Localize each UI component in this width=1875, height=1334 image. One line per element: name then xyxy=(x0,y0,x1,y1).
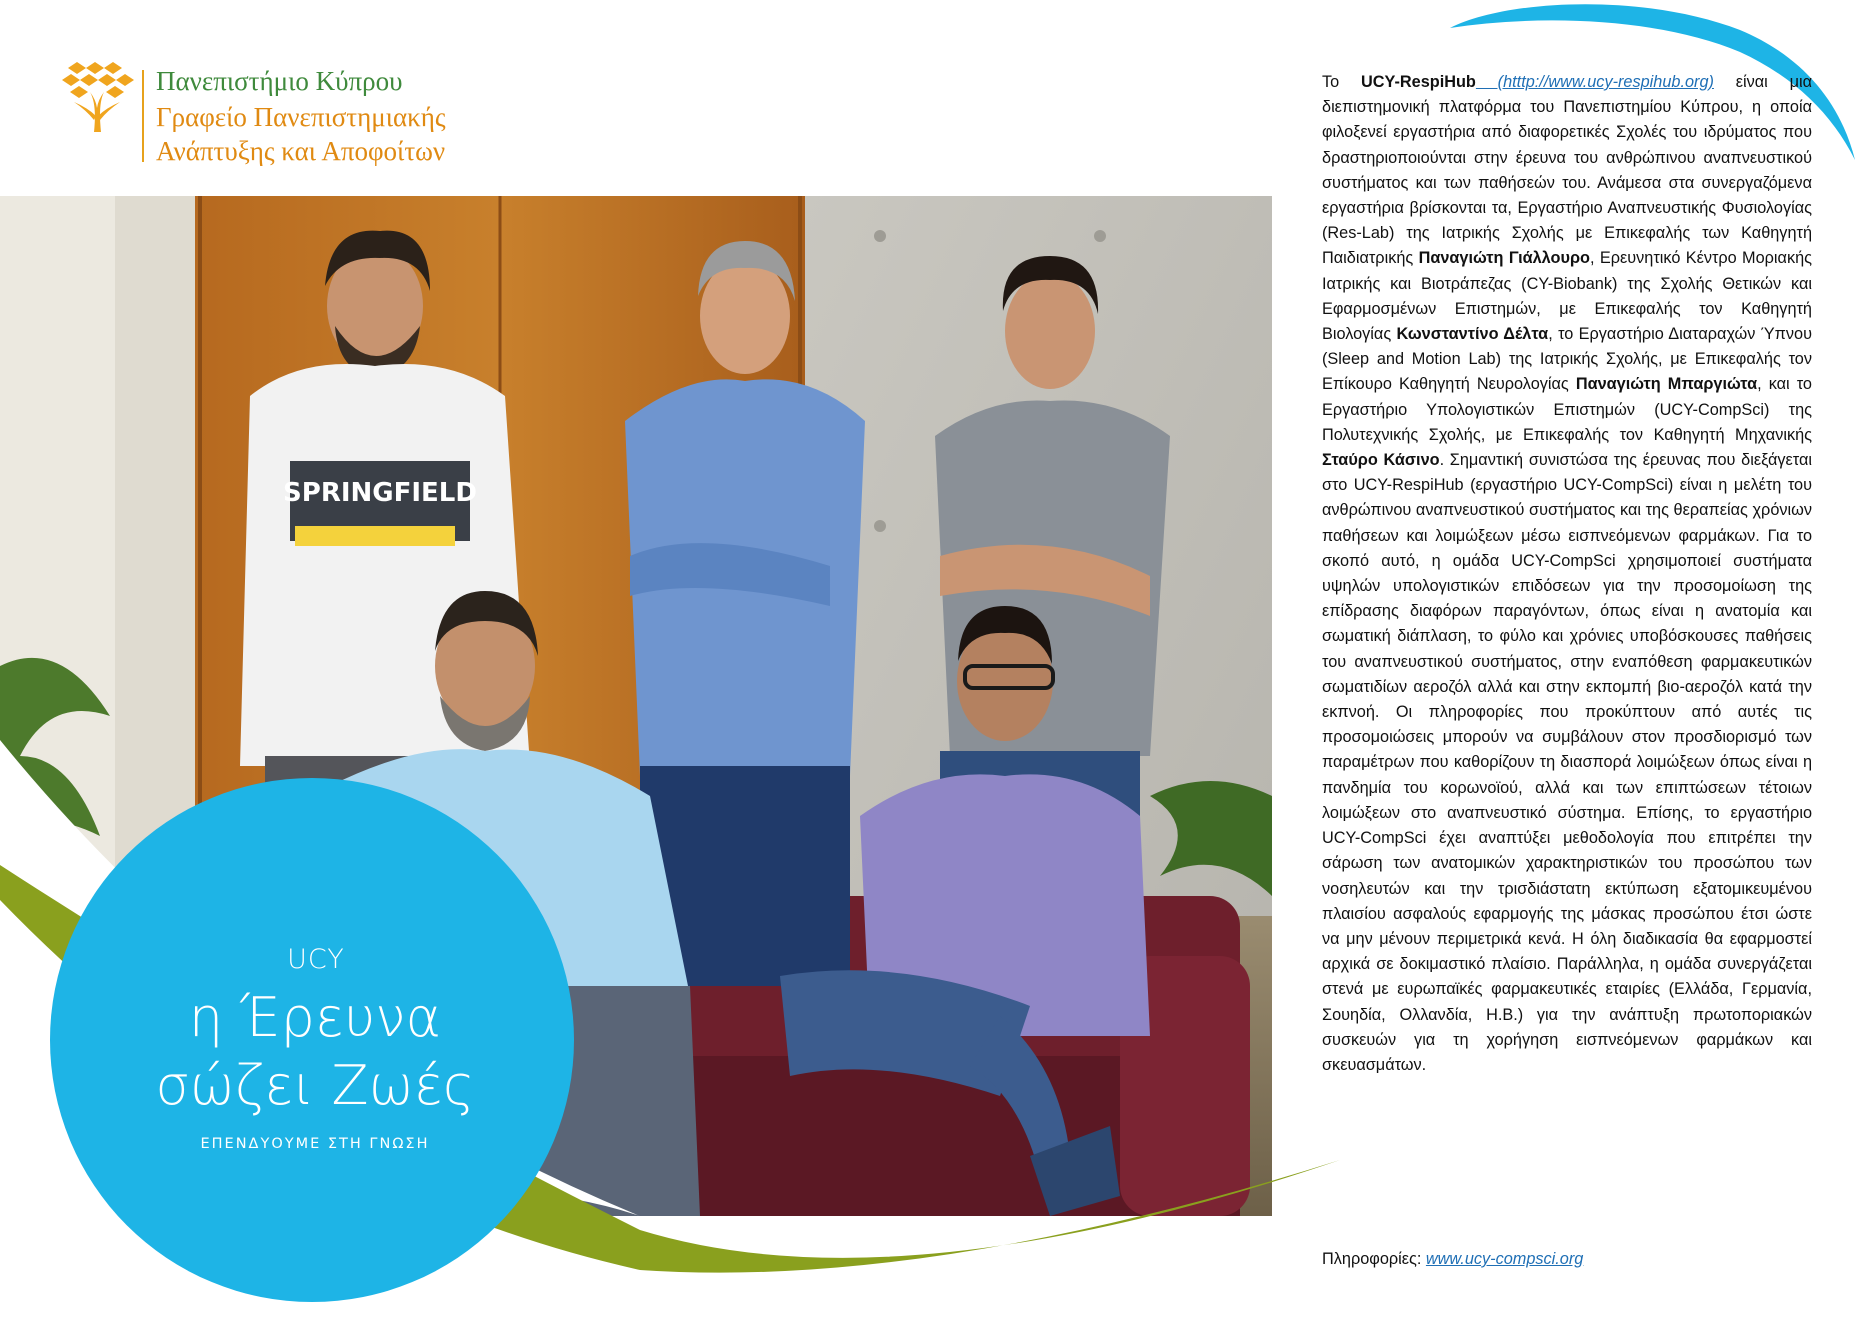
article-text-b: , Ερευνητικό Κέντρο Μοριακής Ιατρικής και Βιοτράπεζας (CY-Biobank) της Σχολής Θετικών και Εφαρμοσμένων Επιστημών, με Επικεφαλής τον Καθηγητή Βιολογίας xyxy=(1322,249,1812,344)
respihub-link[interactable]: (htttp://www.ucy-respihub.org) xyxy=(1475,73,1714,91)
badge-headline-line1: η Έρευνα xyxy=(188,986,442,1049)
badge-ucy-label: UCY xyxy=(287,944,345,975)
compsci-link[interactable]: www.ucy-compsci.org xyxy=(1425,1250,1584,1268)
article-paragraph xyxy=(1322,70,1812,1078)
article-intro-text: Το xyxy=(1322,73,1361,91)
logo-office-name-line1: Γραφείο Πανεπιστημιακής xyxy=(156,102,446,132)
person-name-bargiotas: Παναγιώτη Μπαργιώτα xyxy=(1575,375,1758,394)
person-name-kassinos: Σταύρο Κάσινο xyxy=(1322,451,1440,470)
logo-office-name-line2: Ανάπτυξης και Αποφοίτων xyxy=(156,136,446,166)
person-name-giallouros: Παναγιώτη Γιάλλουρο xyxy=(1418,249,1590,268)
respihub-name: UCY-RespiHub xyxy=(1361,73,1476,91)
logo-university-name: Πανεπιστήμιο Κύπρου xyxy=(156,66,403,96)
info-label: Πληροφορίες: xyxy=(1322,1250,1426,1268)
article-text-d: , και το Εργαστήριο Υπολογιστικών Επιστημών (UCY-CompSci) της Πολυτεχνικής Σχολής, με Επικεφαλής τον Καθηγητή Μηχανικής xyxy=(1322,375,1812,444)
badge-headline-line2: σώζει Ζωές xyxy=(155,1054,475,1117)
article-text-e: . Σημαντική συνιστώσα της έρευνας που διεξάγεται στο UCY-RespiHub (εργαστήριο UCY-CompSci) είναι η μελέτη του ανθρώπινου αναπνευστικού συστήματος και της θεραπείας χρόνιων παθήσεων και λοιμώξεων μέσω εισπνεόμενων φαρμάκων. Για το σκοπό αυτό, η ομάδα UCY-CompSci χρησιμοποιεί συστήματα υψηλών υπολογιστικών επιδόσεων για την προσομοίωση της επίδρασης διαφόρων παραγόντων, όπως είναι η ανατομία και σωματική διάπλαση, το φύλο και χρόνιες υποβόσκουσες παθήσεις του αναπνευστικού συστήματος, στην εναπόθεση φαρμακευτικών σωματιδίων αεροζόλ αλλά και στην εκπομπή βιο-αεροζόλ κατά την εκπνοή. Οι πληροφορίες που προκύπτουν από αυτές τις προσομοιώσεις μπορούν να συμβάλουν στον προσδιορισμό των παραμέτρων που καθορίζουν τη διασπορά λοιμώξεων όπως είναι η πανδημία του κορωνοϊού, αλλά και των επιπτώσεων τέτοιων λοιμώξεων στο αναπνευστικό σύστημα. Επίσης, το εργαστήριο UCY-CompSci έχει αναπτύξει μεθοδολογία που επιτρέπει την σάρωση των ανατομικών χαρακτηριστικών του προσώπου των νοσηλευτών και την τρισδιάστατη εκτύπωση εξατομικευμένου πλαισίου ασφαλούς εφαρμογής της μάσκας προσώπου έτσι ώστε να μην μένουν περιμετρικά κενά. Η όλη διαδικασία θα εφαρμοστεί αρχικά σε δοκιμαστικό πλαίσιο. Παράλληλα, η ομάδα συνεργάζεται στενά με ευρωπαϊκές φαρμακευτικές εταιρίες (Ελλάδα, Γερμανία, Σουηδία, Ολλανδία, Η.Β.) για την ανάπτυξη πρωτοποριακών συσκευών για τη χορήγηση εισπνεόμενων φαρμάκων και σκευασμάτων. xyxy=(1322,451,1812,1074)
person-name-deltas: Κωνσταντίνο Δέλτα xyxy=(1396,325,1549,344)
shirt-springfield-text: SPRINGFIELD xyxy=(283,478,477,508)
badge-tagline: ΕΠΕΝΔΥΟΥΜΕ ΣΤΗ ΓΝΩΣΗ xyxy=(200,1136,430,1152)
article-text-c: , το Εργαστήριο Διαταραχών Ύπνου (Sleep and Motion Lab) της Ιατρικής Σχολής, με Επικεφαλής τον Επίκουρο Καθηγητή Νευρολογίας xyxy=(1322,325,1813,394)
article-text-a: είναι μια διεπιστημονική πλατφόρμα του Πανεπιστημίου Κύπρου, η οποία φιλοξενεί εργαστήρια από διαφορετικές Σχολές του ιδρύματος που δραστηριοποιούνται στην έρευνα του ανθρώπινου αναπνευστικού συστήματος και των παθήσεών του. Ανάμεσα στα συνεργαζόμενα εργαστήρια βρίσκονται τα, Εργαστήριο Αναπνευστικής Φυσιολογίας (Res-Lab) της Ιατρικής Σχολής με Επικεφαλής των Καθηγητή Παιδιατρικής xyxy=(1322,73,1812,268)
article-body xyxy=(1322,70,1812,1078)
info-line xyxy=(1322,1250,1583,1269)
